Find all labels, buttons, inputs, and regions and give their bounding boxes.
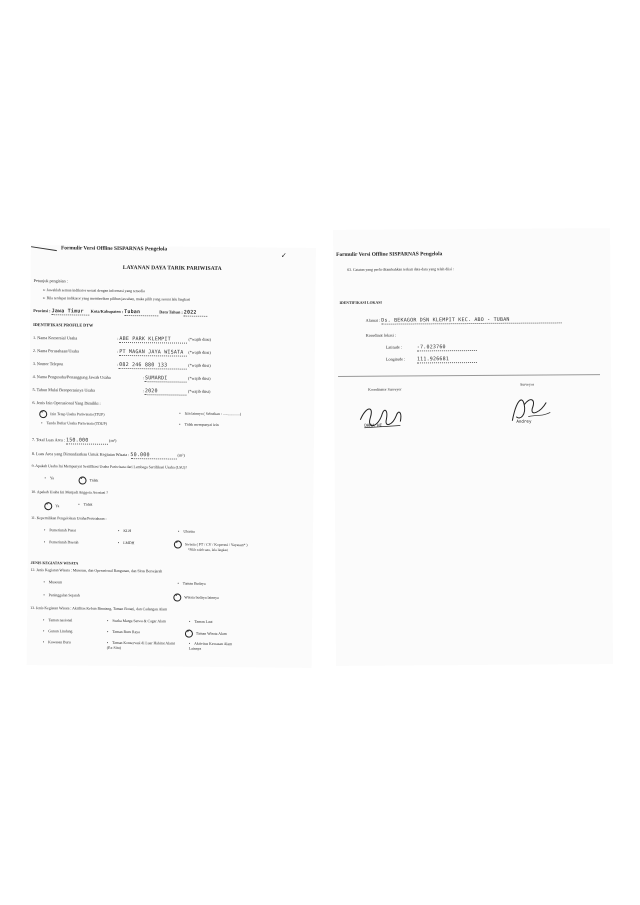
alamat-value[interactable]: Ds. BEKAGOR DSN KLEMPIT KEC. ABO - TUBAN [381,316,561,324]
q11-label: 11. Kepemilikan Pengelolaan Usaha/Perusahaan : [31,516,107,521]
q10-label: 10. Apakah Usaha Ini Menjadi Anggota Asosiasi ? [31,490,108,495]
field-value[interactable]: 2020 [145,388,187,395]
checkmark-icon: ✓ [280,251,287,260]
provinsi-value[interactable]: Jawa Timur [52,308,90,315]
field-row: 2. Nama Perusahaan/Usaha : PT MAGAN JAYA WISATA (*wajib diisi) [32,348,211,356]
kota-value[interactable]: Tuban [124,309,158,316]
field-value[interactable]: 082 246 880 133 [119,362,187,370]
surveyor-name: Andrey [516,418,532,424]
instruction-item: ➢ Bila terdapat indikator yang memberikan pilihan jawaban, maka pilih yang sesuai lalu lingkari [42,296,191,302]
form-title: LAYANAN DAYA TARIK PARIWISATA [122,264,222,272]
form-page-left [27,245,316,668]
tahun-label: Data Tahun : [159,309,183,315]
circled-mark-icon [44,502,52,510]
alamat-row [366,316,562,324]
form-header: Formulir Versi Offline SISPARNAS Pengelola [336,251,443,258]
field-row: 5. Tahun Mulai Beroperasinya Usaha : 2020 (*wajib diisi) [32,387,211,395]
kota-label: Kota/Kabupaten : [90,308,124,314]
alamat-label: Alamat : [365,317,381,323]
option-ex-situ[interactable]: • Taman Konservasi di Luar Habitat Alami (Ex-Situ) [107,641,179,652]
option-pemerintah-pusat[interactable]: • Pemerintah Pusat [44,528,76,532]
option-itup[interactable]: ✓Izin Tetap Usaha Pariwisata (ITUP) [39,410,104,419]
koordinator-name: DHRA HE [364,422,383,428]
option-tidak-izin[interactable]: • Tidak mempunyai izin [179,423,219,427]
option-lmdh[interactable]: • LMDH [118,541,135,545]
circled-mark-icon [39,410,47,418]
note-label: 63. Catatan yang perlu ditambahkan terkait data-data yang telah diisi : [347,267,454,272]
circled-mark-icon [174,541,182,549]
option-q9-tidak[interactable]: ✓Tidak [78,477,98,485]
option-taman-wisata-alam[interactable]: ✓ Taman Wisata Alam [185,630,227,638]
form-page-right [333,228,613,666]
q7-row: 7. Total Luas Area : 150.000 (m²) [31,437,117,444]
q8-value[interactable]: 50.000 [130,452,176,459]
field-value[interactable]: ABE PARK KLEMPIT [119,336,187,344]
section-profile-heading: IDENTIFIKASI PROFILE DTW [33,322,94,328]
instructions-title: Petunjuk pengisian : [33,278,68,284]
koordinator-signature [356,399,416,435]
option-tdup[interactable]: • Tanda Daftar Usaha Pariwisata (TDUP) [41,421,107,426]
tahun-value[interactable]: 2022 [184,310,208,317]
field-row: 4. Nama Pengusaha/Penanggung Jawab Usaha : SUMARDI (*wajib diisi) [32,374,211,382]
section-lokasi-heading: IDENTIFIKASI LOKASI [339,300,382,305]
option-gunun-lindung[interactable]: • Gunun Lindung [43,629,73,633]
instruction-item: ➢ Jawablah semua indikator sesuai dengan informasi yang tersedia [42,288,145,294]
field-value[interactable]: PT MAGAN JAYA WISATA [119,349,187,357]
q7-value[interactable]: 150.000 [66,437,108,444]
option-klh[interactable]: • KLH [118,529,131,533]
q8-row: 8. Luas Area yang Dimanfaatkan Untuk Kegiatan Wisata : 50.000 (m²) [31,451,185,459]
surveyor-label: Surveyor [520,382,535,387]
header-rule [31,246,57,251]
latitude-row: Latitude : -7.023760 [386,344,477,352]
form-header: Formulir Versi Offline SISPARNAS Pengelola [60,245,168,253]
option-taman-nasional[interactable]: • Taman nasional [43,618,72,622]
surveyor-signature [506,390,556,430]
longitude-row: Longitude : 111.926681 [386,356,477,364]
option-swasta[interactable]: ✓ Swasta ( PT / CV / Koperasi / Yayasan* ) [174,541,248,550]
latitude-value[interactable]: -7.023760 [417,344,477,351]
longitude-value[interactable]: 111.926681 [417,356,477,363]
field-value[interactable]: SUMARDI [145,375,187,382]
field-row: 3. Nomor Telepon : 082 246 880 133 (*wajib diisi) [32,361,211,369]
q6-label: 6. Jenis Izin Operasional Yang Dimiliki : [32,400,101,406]
option-taman-buru[interactable]: • Taman Buru Raya [107,630,140,634]
circled-mark-icon [185,630,193,638]
q13-label: 13. Jenis Kegiatan Wisata : Aktifitas Kebun Binatang, Taman Botani, dan Cadangan Alam [30,606,168,612]
option-suaka[interactable]: • Suaka Marga Satwa & Cagar Alam [107,619,166,624]
provinsi-row [33,308,208,317]
option-izin-lainnya[interactable]: • Izin lainnya ( Sebutkan : ..................) [179,412,241,417]
option-ubarita[interactable]: • Ubarita [178,530,195,534]
option-q10-ya[interactable]: ✓Ya [44,502,59,510]
option-peninggalan-sejarah[interactable]: • Peninggalan Sejarah [43,593,79,597]
provinsi-label: Provinsi : [33,308,51,314]
section-kegiatan-heading: JENIS KEGIATAN WISATA [30,561,79,566]
option-taman-laut[interactable]: • Taman Laut [189,620,213,624]
koordinator-label: Koordinator Surveyor [368,387,402,392]
q9-label: 9. Apakah Usaha Ini Mempunyai Sertifikasi Usaha Pariwisata dari Lembaga Sertifikasi Usaha (LSU)? [31,464,188,470]
option-pemerintah-daerah[interactable]: • Pemerintah Daerah [44,540,79,544]
option-q10-tidak[interactable]: • Tidak [78,503,92,507]
option-taman-budaya[interactable]: • Taman Budaya [177,582,205,586]
option-kawasan-alam-lainnya[interactable]: • Aktivitas Kawasan Alam Lainnya [189,642,245,653]
q12-label: 12. Jenis Kegiatan Wisata : Museum, dan Operasional Bangunan, dan Situs Bersejarah [30,568,163,574]
field-row: 1. Nama Komersial Usaha : ABE PARK KLEMPIT (*wajib diisi) [33,335,211,343]
section-divider [338,374,600,377]
option-kawasan-buru[interactable]: • Kawasan Buru [43,640,71,644]
swasta-note: *Pilih salah satu, lalu lingkari [187,547,229,553]
circled-mark-icon [173,594,181,602]
koordinat-label: Koordinat lokasi : [365,332,397,338]
option-museum[interactable]: • Museum [43,580,62,584]
option-q9-ya[interactable]: • Ya [45,476,54,480]
circled-mark-icon [78,477,86,485]
option-wisata-budaya[interactable]: ✓Wisata budaya lainnya [173,594,219,602]
